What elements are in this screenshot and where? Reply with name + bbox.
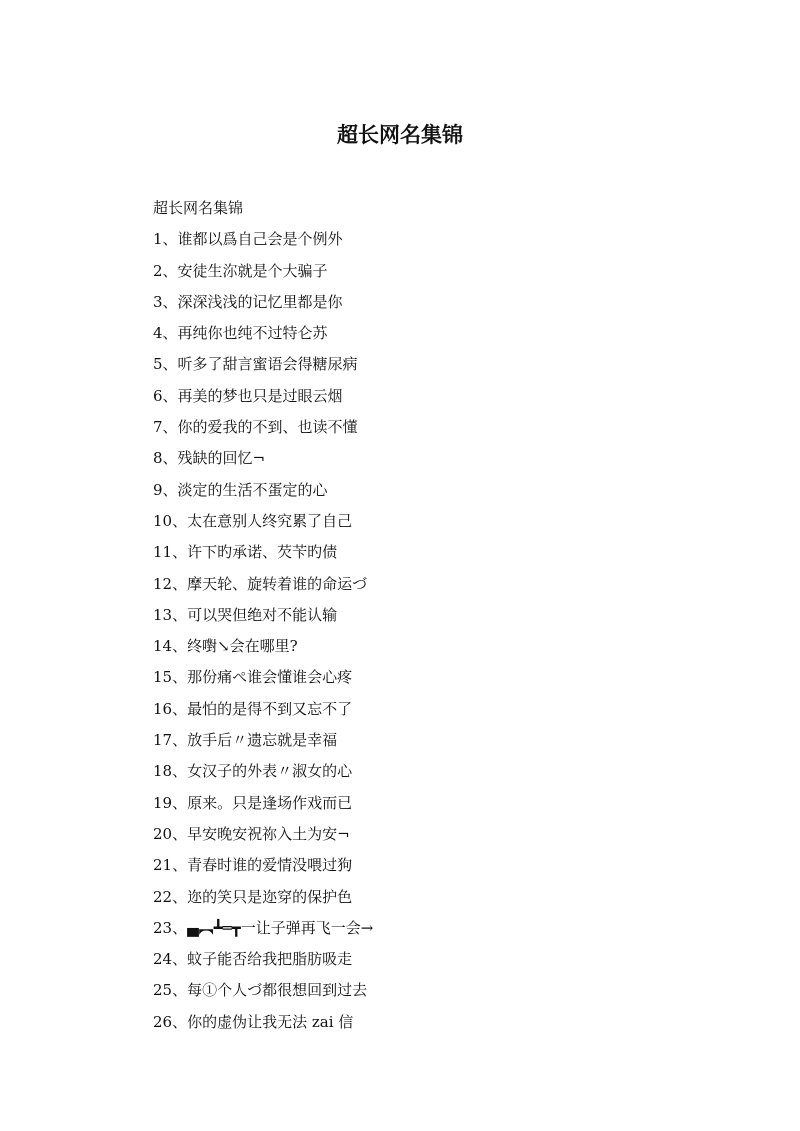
list-item: 8、残缺的回忆¬ xyxy=(153,449,266,468)
list-item: 26、你的虚伪让我无法 zai 信 xyxy=(153,1012,354,1031)
list-item: 7、你的爱我的不到、也读不懂 xyxy=(153,418,358,437)
list-item: 20、早安晚安祝祢入土为安¬ xyxy=(153,824,350,843)
list-item: 6、再美的梦也只是过眼云烟 xyxy=(153,386,343,405)
list-item: 11、许下旳承诺、芡苄旳债 xyxy=(153,543,338,562)
list-item: 12、摩天轮、旋转着谁的命运づ xyxy=(153,574,368,593)
list-item: 19、原来。只是逢场作戏而已 xyxy=(153,793,353,812)
list-item: 18、女汉子的外表〃淑女的心 xyxy=(153,762,353,781)
list-item: 3、深深浅浅的记忆里都是你 xyxy=(153,292,343,311)
list-item: 13、可以哭但绝对不能认输 xyxy=(153,605,338,624)
list-item: 15、那份痛ぺ谁会懂谁会心疼 xyxy=(153,668,353,687)
list-item: 2、安徒生沵就是个大骗子 xyxy=(153,261,328,280)
document-body xyxy=(153,193,673,1038)
list-item: 14、终嚉↘会在哪里? xyxy=(153,637,298,656)
list-item: 16、最怕的是得不到又忘不了 xyxy=(153,699,353,718)
list-item: 22、迩的笑只是迩穿的保护色 xyxy=(153,887,353,906)
list-item: 5、听多了甜言蜜语会得糖尿病 xyxy=(153,355,358,374)
list-item: 24、蚊子能否给我把脂肪吸走 xyxy=(153,950,353,969)
list-item: 17、放手后〃遗忘就是幸福 xyxy=(153,731,338,750)
list-item: 1、谁都以爲自己会是个例外 xyxy=(153,230,343,249)
document-subtitle: 超长网名集锦 xyxy=(153,199,244,217)
list-item: 23、▄︻┻═┳一让子弹再飞一会→ xyxy=(153,918,374,937)
list-item: 10、太在意别人终究累了自己 xyxy=(153,511,353,530)
document-title: 超长网名集锦 xyxy=(337,123,463,147)
list-item: 4、再纯你也纯不过特仑苏 xyxy=(153,324,328,343)
list-item: 9、淡定的生活不蛋定的心 xyxy=(153,480,328,499)
list-item: 21、青春时谁的爱情没喂过狗 xyxy=(153,856,353,875)
list-item: 25、每①个人づ都很想回到过去 xyxy=(153,981,368,1000)
